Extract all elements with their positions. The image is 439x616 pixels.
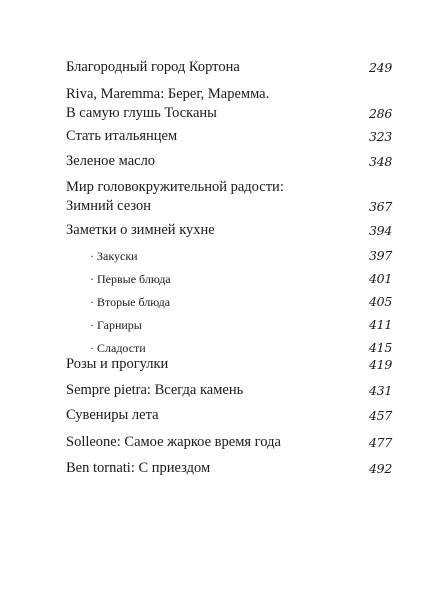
- toc-subentry: [90, 294, 392, 310]
- toc-subentry-page: 405: [369, 294, 392, 309]
- toc-entry-page: 419: [369, 357, 392, 372]
- toc-subentry-title: · Закуски: [90, 249, 138, 263]
- toc-entry-page: 249: [369, 60, 392, 75]
- toc-entry-title: Заметки о зимней кухне: [66, 222, 215, 238]
- toc-entry: [66, 178, 392, 216]
- toc-entry-title: Solleone: Самое жаркое время года: [66, 434, 281, 450]
- toc-entry: [66, 381, 392, 400]
- toc-entry-page: 477: [369, 435, 392, 450]
- toc-subentry-page: 415: [369, 340, 392, 355]
- toc-entry-title: Стать итальянцем: [66, 128, 178, 144]
- toc-entry-page: 348: [369, 154, 392, 169]
- toc-subentry-page: 401: [369, 271, 392, 286]
- toc-entry: [66, 406, 392, 425]
- toc-entry: [66, 152, 392, 171]
- toc-entry-title-line-2: Зимний сезон: [66, 198, 151, 214]
- toc-subentry: [90, 340, 392, 356]
- toc-subentry-page: 397: [369, 248, 392, 263]
- toc-entry: [66, 127, 392, 146]
- toc-entry: [66, 355, 392, 374]
- toc-entry-page: 492: [369, 461, 392, 476]
- toc-entry-title-line-1: Riva, Maremma: Берег, Маремма.: [66, 86, 270, 102]
- toc-subentry-page: 411: [369, 317, 392, 332]
- toc-subentry: [90, 248, 392, 264]
- toc-entry-page: 431: [369, 383, 392, 398]
- toc-entry: [66, 459, 392, 478]
- toc-subentry-title: · Первые блюда: [90, 272, 171, 286]
- toc-entry: [66, 433, 392, 452]
- toc-subentry: [90, 317, 392, 333]
- toc-entry-page: 394: [369, 223, 392, 238]
- toc-entry-title: Сувениры лета: [66, 407, 159, 423]
- toc-subentry-title: · Сладости: [90, 341, 146, 355]
- toc-entry-title-line-1: Мир головокружительной радости:: [66, 179, 284, 195]
- toc-entry-page: 367: [369, 199, 392, 214]
- toc-entry: [66, 221, 392, 240]
- toc-entry-title: Sempre pietra: Всегда камень: [66, 382, 244, 398]
- toc-entry-page: 286: [369, 106, 392, 121]
- toc-entry-page: 323: [369, 129, 392, 144]
- toc-entry-page: 457: [369, 408, 392, 423]
- toc-subentry-title: · Гарниры: [90, 318, 142, 332]
- toc-subentry-title: · Вторые блюда: [90, 295, 171, 309]
- toc-entry-title: Благородный город Кортона: [66, 59, 240, 75]
- toc-entry-title: Ben tornati: С приездом: [66, 460, 211, 476]
- toc-entry-title-line-2: В самую глушь Тосканы: [66, 105, 217, 121]
- toc-entry-title: Зеленое масло: [66, 153, 156, 169]
- toc-entry: [66, 58, 392, 77]
- toc-subentry: [90, 271, 392, 287]
- toc-entry: [66, 85, 392, 123]
- toc-entry-title: Розы и прогулки: [66, 356, 169, 372]
